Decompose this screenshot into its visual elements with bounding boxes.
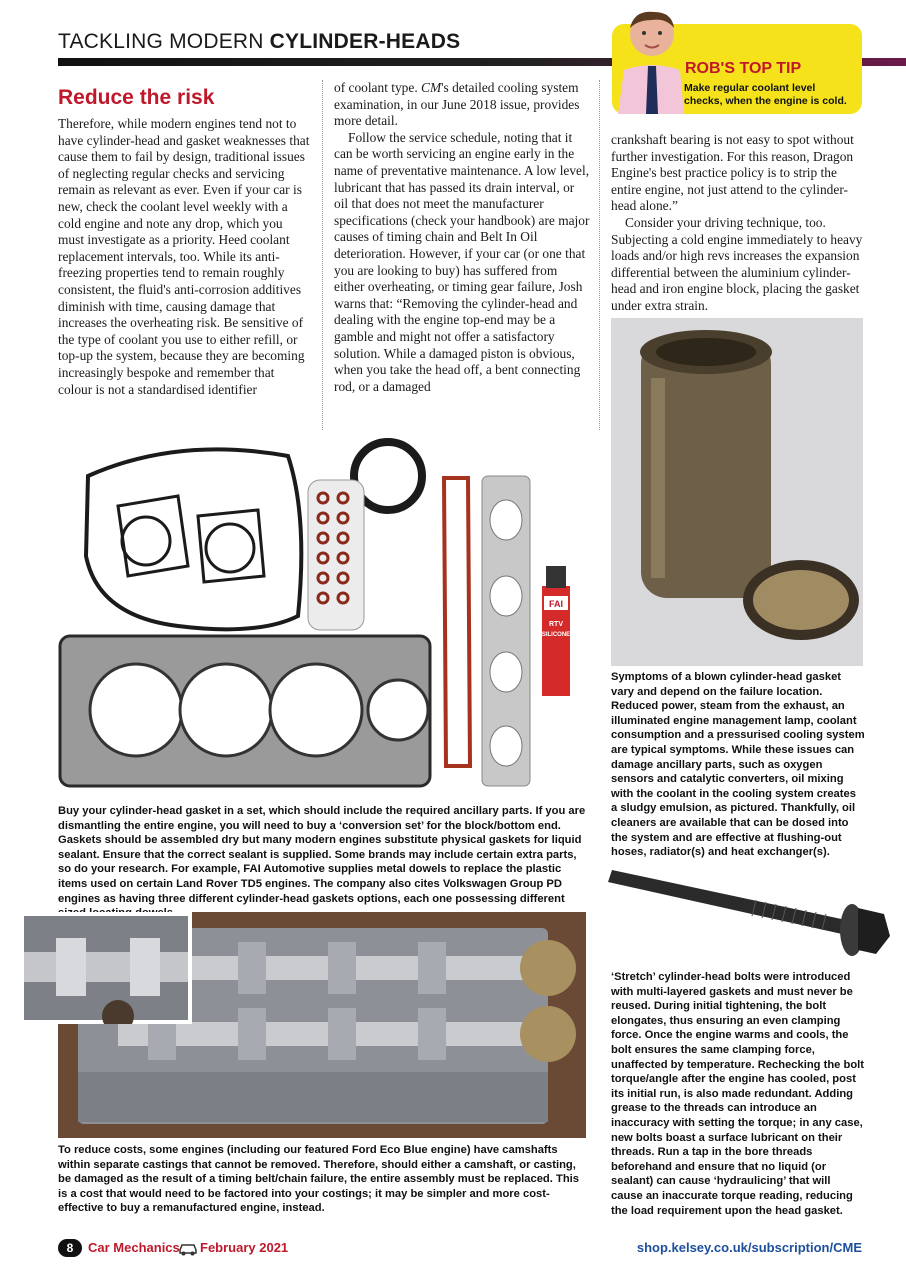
body-paragraph: Follow the service schedule, noting that it can be worth servicing an engine early in the name of preventative maintenance. A low level, lubricant that has passed its drain interval, or oil that does not meet the manufacturer specifications (check your handbook) are major causes of timing chain and Belt In Oil deterioration. However, if your car (or one that you are looking to buy) has suffered from either overheating, or timing gear failure, Josh warns that: “Removing the cylinder-head and dealing with the engine top-end may be a gamble and might not offer a satisfactory solution. While a damaged piston is obvious, when you take the head off, a bent connecting rod, or a damaged — [334, 129, 590, 394]
caption-bolts: ‘Stretch’ cylinder-head bolts were introduced with multi-layered gaskets and must never be reused. During initial tightening, the bolt elongates, thus ensuring an even clamping force. Once the engine warms and cools, the bolt ensures the same clamping force, unaffected by temperature. Rechecking the bolt torque/angle after the engine has cooled, post its initial run, is also made redundant. Adding grease to the threads can introduce an inaccuracy with setting the torque; in any case, new bolts boast a surface lubricant on their threads. Run a tap in the bore threads beforehand and ensure that no liquid (or sealant) can cause ‘hydraulicing’ that will cause an inaccurate torque reading, reducing the load requirement upon the head gasket. — [611, 971, 865, 1217]
footer-magazine-name: Car Mechanics — [88, 1240, 180, 1255]
tube-brand: FAI — [548, 599, 564, 609]
author-portrait — [614, 6, 684, 114]
page-header-title — [58, 30, 460, 54]
body-column-2 — [334, 80, 590, 395]
header-title-light: TACKLING MODERN — [58, 30, 270, 53]
body-paragraph: Therefore, while modern engines tend not to have cylinder-head and gasket weaknesses that cause them to fail by design, traditional issues of neglecting regular checks and servicing remain as relevant as ever. Even if your car is new, check the coolant level weekly with a cold engine and note any drop, which you must investigate as a priority. Heed coolant replacement intervals, too. While its anti-freezing properties tend to remain roughly consistent, the fluid's anti-corrosion additives diminish with time, causing damage that increases the overheating risk. Be sensitive of the type of coolant you use to either refill, or top-up the system, because they are becoming increasingly bespoke and remember that colour is not a standardised identifier — [58, 116, 310, 397]
body-paragraph: crankshaft bearing is not easy to spot without further investigation. For this reason, Dragon Engine's best practice policy is to strip the entire engine, not just attend to the cylinder-head alone.” — [611, 132, 854, 214]
footer-subscription-link[interactable]: shop.kelsey.co.uk/subscription/CME — [636, 1240, 862, 1255]
sludge-jar-photo — [611, 318, 863, 666]
stretch-bolt-photo — [606, 862, 892, 962]
section-heading: Reduce the risk — [58, 86, 215, 109]
gasket-set-photo — [58, 436, 600, 798]
caption-camshafts: To reduce costs, some engines (including our featured Ford Eco Blue engine) have camshafts within separate castings that cannot be removed. Therefore, should either a camshaft, or casting, be damaged as the result of a timing belt/chain failure, the entire assembly must be replaced. This is a cost that would need to be factored into your costings; it may be simpler and more cost-effective to buy a remanufactured engine, instead. — [58, 1144, 579, 1215]
tube-label-line-2: SILICONE — [541, 632, 571, 638]
top-tip-text: Make regular coolant level checks, when the engine is cold. — [684, 82, 847, 107]
header-title-bold: CYLINDER-HEADS — [269, 30, 461, 53]
body-column-1 — [58, 116, 310, 398]
text-run: of coolant type. — [334, 80, 422, 95]
body-paragraph — [334, 80, 590, 130]
camshaft-closeup-inset — [20, 912, 192, 1024]
text-run: 's detailed cooling system examination, in our June 2018 issue, provides more detail. — [334, 80, 580, 129]
caption-gasket-set: Buy your cylinder-head gasket in a set, which should include the required ancillary parts. If you are dismantling the entire engine, you will need to buy a ‘conversion set’ for the block/bottom end. Gaskets should be assembled dry but many modern engines substitute physical gaskets for liquid sealant. Ensure that the correct sealant is supplied. Some brands may include certain extra parts, so do your research. For example, FAI Automotive supplies metal dowels to replace the plastic items used on certain Land Rover TD5 engines. The company also cites Volkswagen Group PD engines as having three different cylinder-head gaskets options, each one possessing different — [58, 805, 586, 905]
body-column-3 — [611, 132, 863, 315]
magazine-abbrev: CM — [421, 80, 442, 95]
page-number: 8 — [58, 1239, 82, 1257]
column-divider — [599, 80, 600, 430]
caption-symptoms: Symptoms of a blown cylinder-head gasket vary and depend on the failure location. Reduced power, steam from the exhaust, an illuminated engine management lamp, coolant consumption and a pressurised cooling system are typical symptoms. While these issues can damage ancillary parts, such as oxygen sensors and catalytic converters, oil mixing with the coolant in the cooling system creates a sludgy emulsion, as pictured. Thankfully, oil cleaners are available that can be dosed into the system and are effective at flushing-out hoses, radiator(s) and heat exchanger(s). — [611, 671, 865, 859]
column-divider — [322, 80, 323, 430]
car-icon — [178, 1242, 198, 1256]
body-paragraph: Consider your driving technique, too. Subjecting a cold engine immediately to heavy loads and/or high revs increases the expansion differential between the aluminium cylinder-head and iron engine block, placing the gasket under extra strain. — [611, 214, 863, 313]
tube-label-line-1: RTV — [549, 621, 563, 628]
footer-issue-date: February 2021 — [200, 1240, 289, 1255]
top-tip-heading: ROB'S TOP TIP — [685, 60, 802, 77]
